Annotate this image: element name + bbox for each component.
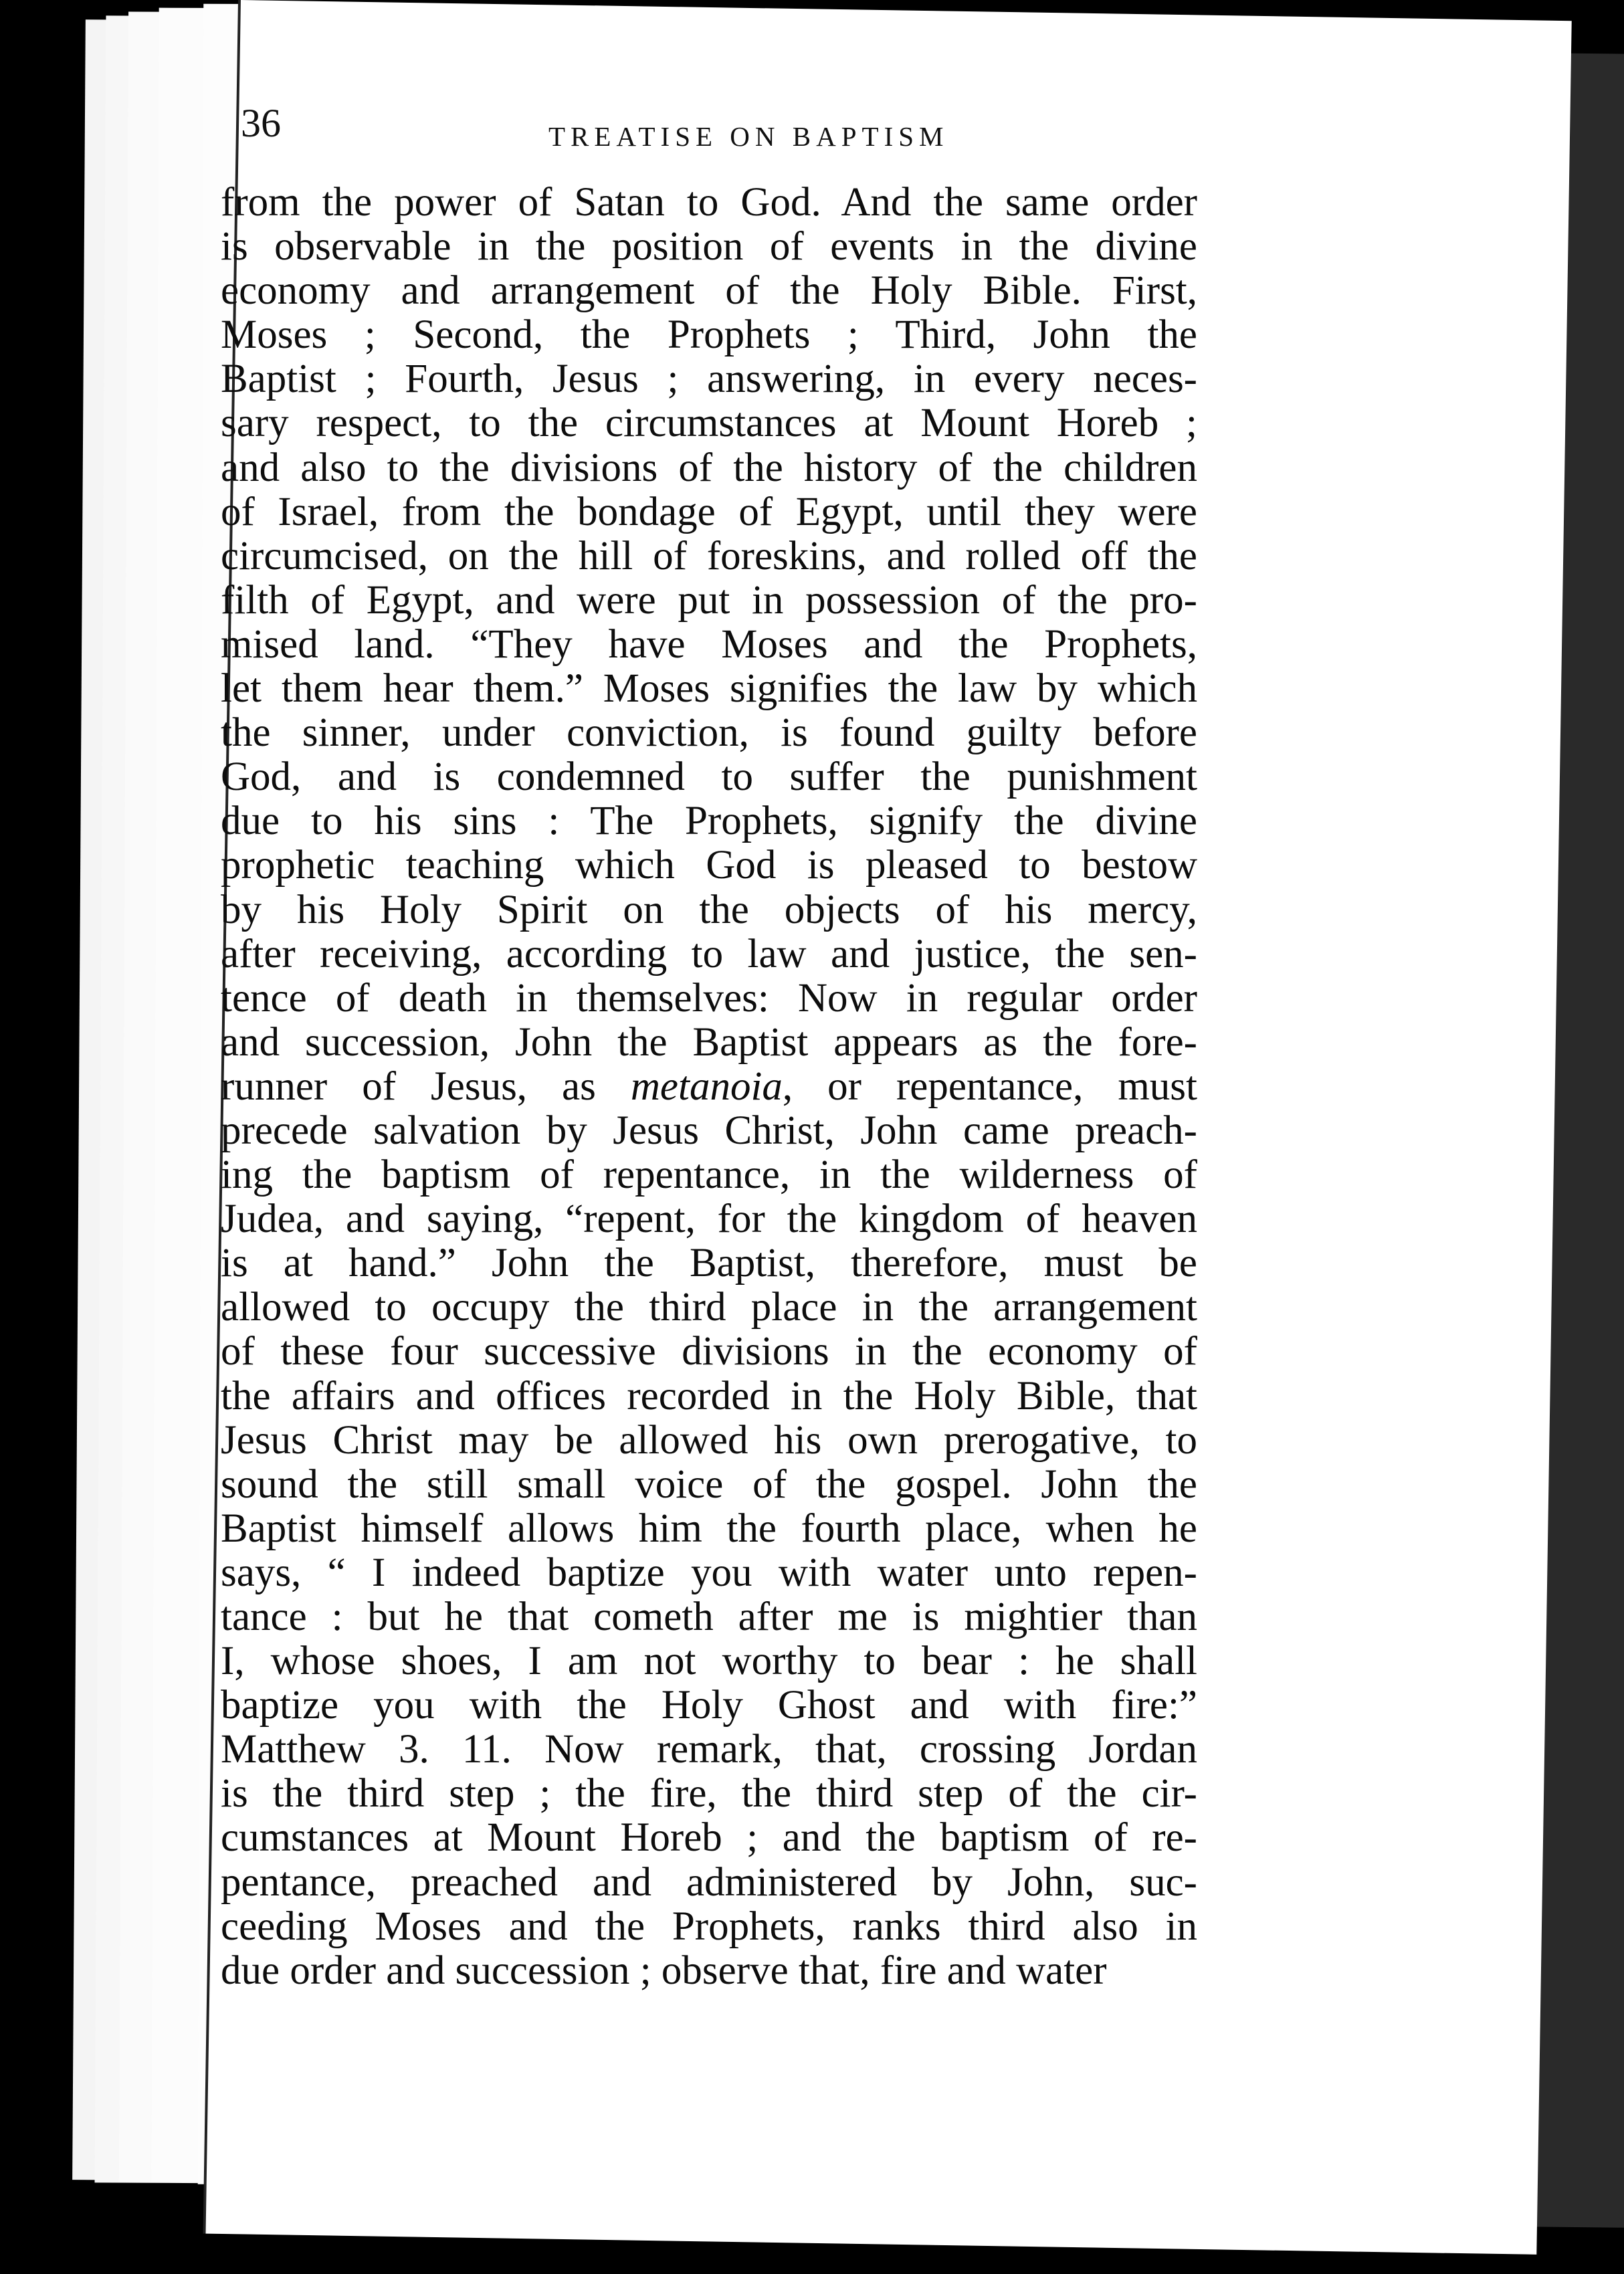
- text-line: tance : but he that cometh after me is mightier than: [221, 1595, 1197, 1639]
- text-line: baptize you with the Holy Ghost and with fire:”: [221, 1683, 1197, 1728]
- text-line: Baptist ; Fourth, Jesus ; answering, in every neces-: [221, 357, 1197, 402]
- text-line: sound the still small voice of the gospel. John the: [221, 1462, 1197, 1507]
- body-text: [221, 181, 1197, 1993]
- text-line: ing the baptism of repentance, in the wilderness of: [221, 1153, 1197, 1198]
- text-line: says, “ I indeed baptize you with water unto repen-: [221, 1550, 1197, 1595]
- text-line-with-italic: runner of Jesus, as metanoia, or repentance, must: [221, 1064, 1197, 1109]
- text-line: is observable in the position of events in the divine: [221, 225, 1197, 270]
- text-line: cumstances at Mount Horeb ; and the baptism of re-: [221, 1816, 1197, 1861]
- text-line: the affairs and offices recorded in the Holy Bible, that: [221, 1374, 1197, 1419]
- text-line: sary respect, to the circumstances at Mount Horeb ;: [221, 401, 1197, 446]
- text-line: circumcised, on the hill of foreskins, and rolled off the: [221, 534, 1197, 579]
- text-line: due to his sins : The Prophets, signify the divine: [221, 799, 1197, 844]
- running-title: TREATISE ON BAPTISM: [548, 121, 949, 152]
- text-line: is the third step ; the fire, the third step of the cir-: [221, 1772, 1197, 1817]
- text-line: Moses ; Second, the Prophets ; Third, John the: [221, 313, 1197, 358]
- text-line: God, and is condemned to suffer the punishment: [221, 755, 1197, 800]
- text-line: tence of death in themselves: Now in regular order: [221, 976, 1197, 1021]
- text-line: filth of Egypt, and were put in possession of the pro-: [221, 578, 1197, 623]
- text-line: prophetic teaching which God is pleased to bestow: [221, 843, 1197, 888]
- text-line: pentance, preached and administered by John, suc-: [221, 1860, 1197, 1905]
- text-line: Judea, and saying, “repent, for the kingdom of heaven: [221, 1197, 1197, 1242]
- text-line: let them hear them.” Moses signifies the law by which: [221, 667, 1197, 712]
- text-line: precede salvation by Jesus Christ, John came preach-: [221, 1108, 1197, 1153]
- text-line: Baptist himself allows him the fourth place, when he: [221, 1506, 1197, 1551]
- page-number: 36: [241, 101, 281, 145]
- text-line: Matthew 3. 11. Now remark, that, crossing Jordan: [221, 1728, 1197, 1772]
- text-line: I, whose shoes, I am not worthy to bear : he shall: [221, 1639, 1197, 1684]
- text-line: the sinner, under conviction, is found guilty before: [221, 711, 1197, 756]
- text-line: is at hand.” John the Baptist, therefore, must be: [221, 1241, 1197, 1286]
- text-line: allowed to occupy the third place in the arrangement: [221, 1285, 1197, 1330]
- text-line: due order and succession ; observe that, fire and water: [221, 1948, 1107, 1993]
- text-line: of Israel, from the bondage of Egypt, until they were: [221, 490, 1197, 534]
- italic-word: metanoia: [630, 1064, 783, 1109]
- text-line: of these four successive divisions in the economy of: [221, 1330, 1197, 1374]
- text-line: mised land. “They have Moses and the Prophets,: [221, 622, 1197, 667]
- text-line: by his Holy Spirit on the objects of his mercy,: [221, 888, 1197, 932]
- text-line: ceeding Moses and the Prophets, ranks third also in: [221, 1904, 1197, 1949]
- text-line: from the power of Satan to God. And the same order: [221, 181, 1197, 225]
- text-line: and succession, John the Baptist appears as the fore-: [221, 1020, 1197, 1065]
- text-line: after receiving, according to law and justice, the sen-: [221, 932, 1197, 976]
- text-line: Jesus Christ may be allowed his own prerogative, to: [221, 1418, 1197, 1463]
- text-line: economy and arrangement of the Holy Bible. First,: [221, 269, 1197, 314]
- text-line: and also to the divisions of the history of the children: [221, 445, 1197, 490]
